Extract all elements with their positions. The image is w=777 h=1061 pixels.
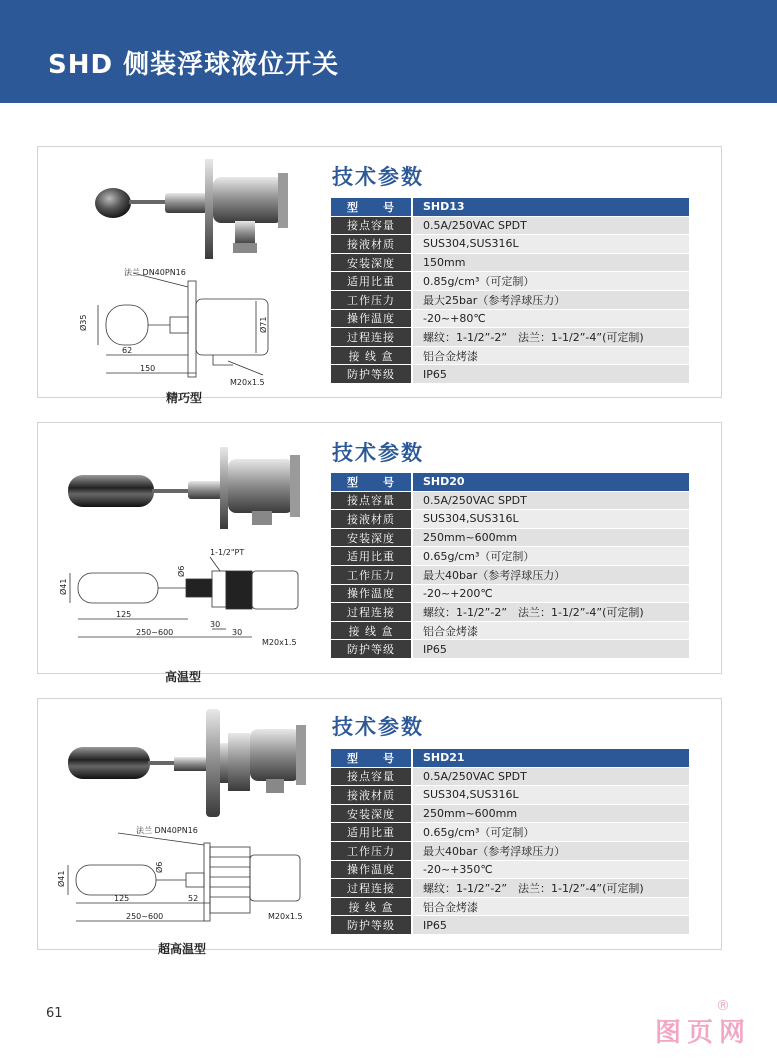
spec-label: 型 号: [331, 473, 411, 492]
spec-row: [331, 916, 689, 935]
spec-label: 防护等级: [331, 640, 411, 659]
spec-label: 型 号: [331, 749, 411, 768]
spec-row: [331, 365, 689, 384]
drawing-dim-label: 125: [114, 894, 130, 903]
spec-label: 操作温度: [331, 861, 411, 880]
model-caption: 高温型: [165, 670, 202, 684]
drawing-dim-label: Ø41: [59, 578, 68, 595]
spec-label: 接点容量: [331, 217, 411, 236]
spec-row: [331, 879, 689, 898]
dimension-drawing: [60, 545, 310, 650]
spec-label: 接 线 盒: [331, 898, 411, 917]
spec-label: 适用比重: [331, 823, 411, 842]
spec-value: 0.5A/250VAC SPDT: [411, 217, 689, 236]
spec-label: 工作压力: [331, 842, 411, 861]
spec-value: SUS304,SUS316L: [411, 510, 689, 529]
spec-row: [331, 768, 689, 787]
drawing-dim-label: 30: [210, 620, 221, 629]
spec-value: 0.65g/cm³（可定制）: [411, 547, 689, 566]
spec-row: [331, 291, 689, 310]
spec-row: [331, 566, 689, 585]
spec-value: 最大40bar（参考浮球压力）: [411, 842, 689, 861]
page-header: [0, 0, 777, 103]
spec-label: 安装深度: [331, 254, 411, 273]
drawing-flange-label: 法兰 DN40PN16: [136, 826, 198, 835]
dimension-drawing: [78, 265, 278, 390]
spec-value: 250mm~600mm: [411, 805, 689, 824]
spec-header-row: [331, 198, 689, 217]
product-photo: [66, 705, 336, 820]
spec-row: [331, 898, 689, 917]
page-title: SHD 侧装浮球液位开关: [48, 50, 340, 80]
spec-row: [331, 622, 689, 641]
spec-value: -20~+80℃: [411, 310, 689, 329]
spec-label: 接点容量: [331, 492, 411, 511]
spec-row: [331, 805, 689, 824]
spec-row: [331, 347, 689, 366]
page-number: 61: [46, 1006, 63, 1021]
spec-value: 0.5A/250VAC SPDT: [411, 768, 689, 787]
spec-value: 0.85g/cm³（可定制）: [411, 272, 689, 291]
drawing-dim-label: Ø6: [177, 565, 186, 577]
spec-value: SHD20: [411, 473, 689, 492]
model-caption: 超高温型: [158, 942, 207, 956]
spec-row: [331, 235, 689, 254]
spec-table: [331, 749, 689, 935]
spec-title: 技术参数: [332, 441, 424, 465]
spec-row: [331, 547, 689, 566]
drawing-dim-label: Ø6: [155, 861, 164, 873]
spec-value: 0.5A/250VAC SPDT: [411, 492, 689, 511]
spec-label: 工作压力: [331, 566, 411, 585]
spec-label: 接液材质: [331, 510, 411, 529]
drawing-thread-label: 1-1/2"PT: [210, 548, 245, 557]
spec-row: [331, 272, 689, 291]
spec-label: 操作温度: [331, 310, 411, 329]
spec-label: 过程连接: [331, 603, 411, 622]
spec-row: [331, 328, 689, 347]
spec-label: 接液材质: [331, 235, 411, 254]
spec-value: SHD13: [411, 198, 689, 217]
watermark: 图页网: [655, 1018, 752, 1048]
product-photo: [66, 433, 336, 533]
model-caption: 精巧型: [166, 391, 203, 405]
registered-mark: ®: [716, 998, 730, 1014]
spec-label: 安装深度: [331, 529, 411, 548]
spec-value: IP65: [411, 916, 689, 935]
spec-label: 接 线 盒: [331, 622, 411, 641]
spec-row: [331, 640, 689, 659]
spec-header-row: [331, 473, 689, 492]
dimension-drawing: [58, 825, 318, 930]
spec-value: SUS304,SUS316L: [411, 235, 689, 254]
spec-title: 技术参数: [332, 165, 424, 189]
spec-row: [331, 861, 689, 880]
product-photo: [93, 155, 333, 275]
spec-row: [331, 492, 689, 511]
spec-table: [331, 473, 689, 659]
drawing-dim-label: 125: [116, 610, 132, 619]
spec-row: [331, 217, 689, 236]
spec-value: 150mm: [411, 254, 689, 273]
spec-value: 铝合金烤漆: [411, 898, 689, 917]
spec-label: 安装深度: [331, 805, 411, 824]
spec-value: IP65: [411, 365, 689, 384]
drawing-dim-label: 52: [188, 894, 199, 903]
spec-label: 工作压力: [331, 291, 411, 310]
spec-row: [331, 310, 689, 329]
spec-value: 螺纹：1-1/2”-2” 法兰：1-1/2”-4”(可定制): [411, 328, 689, 347]
drawing-thread-label: M20x1.5: [268, 912, 303, 921]
drawing-dim-label: Ø71: [259, 316, 268, 333]
spec-row: [331, 603, 689, 622]
spec-row: [331, 510, 689, 529]
drawing-thread-label: M20x1.5: [230, 378, 265, 387]
spec-label: 接液材质: [331, 786, 411, 805]
spec-header-row: [331, 749, 689, 768]
spec-row: [331, 842, 689, 861]
spec-value: SUS304,SUS316L: [411, 786, 689, 805]
spec-title: 技术参数: [332, 715, 424, 739]
drawing-dim-label: 62: [122, 346, 133, 355]
spec-label: 适用比重: [331, 547, 411, 566]
spec-value: 铝合金烤漆: [411, 347, 689, 366]
spec-label: 接点容量: [331, 768, 411, 787]
spec-row: [331, 254, 689, 273]
spec-value: 0.65g/cm³（可定制）: [411, 823, 689, 842]
spec-value: IP65: [411, 640, 689, 659]
drawing-dim-label: 250~600: [136, 628, 174, 637]
product-panel-shd21: [37, 698, 722, 956]
spec-row: [331, 585, 689, 604]
drawing-thread-label: M20x1.5: [262, 638, 297, 647]
drawing-dim-label: 250~600: [126, 912, 164, 921]
spec-value: 螺纹：1-1/2”-2” 法兰：1-1/2”-4”(可定制): [411, 879, 689, 898]
drawing-dim-label: Ø35: [79, 314, 88, 331]
spec-value: 最大40bar（参考浮球压力）: [411, 566, 689, 585]
drawing-dim-label: 30: [232, 628, 243, 637]
drawing-dim-label: Ø41: [57, 870, 66, 887]
product-panel-shd20: [37, 422, 722, 684]
spec-value: -20~+350℃: [411, 861, 689, 880]
spec-label: 防护等级: [331, 916, 411, 935]
product-panel-shd13: [37, 146, 722, 405]
spec-value: 250mm~600mm: [411, 529, 689, 548]
spec-value: 螺纹：1-1/2”-2” 法兰：1-1/2”-4”(可定制): [411, 603, 689, 622]
spec-label: 过程连接: [331, 328, 411, 347]
drawing-flange-label: 法兰 DN40PN16: [124, 268, 186, 277]
spec-row: [331, 823, 689, 842]
spec-table: [331, 198, 689, 384]
drawing-dim-label: 150: [140, 364, 156, 373]
spec-value: SHD21: [411, 749, 689, 768]
spec-label: 过程连接: [331, 879, 411, 898]
spec-label: 适用比重: [331, 272, 411, 291]
spec-value: 铝合金烤漆: [411, 622, 689, 641]
spec-value: -20~+200℃: [411, 585, 689, 604]
spec-row: [331, 786, 689, 805]
spec-label: 操作温度: [331, 585, 411, 604]
spec-label: 型 号: [331, 198, 411, 217]
spec-label: 防护等级: [331, 365, 411, 384]
spec-value: 最大25bar（参考浮球压力）: [411, 291, 689, 310]
spec-row: [331, 529, 689, 548]
spec-label: 接 线 盒: [331, 347, 411, 366]
